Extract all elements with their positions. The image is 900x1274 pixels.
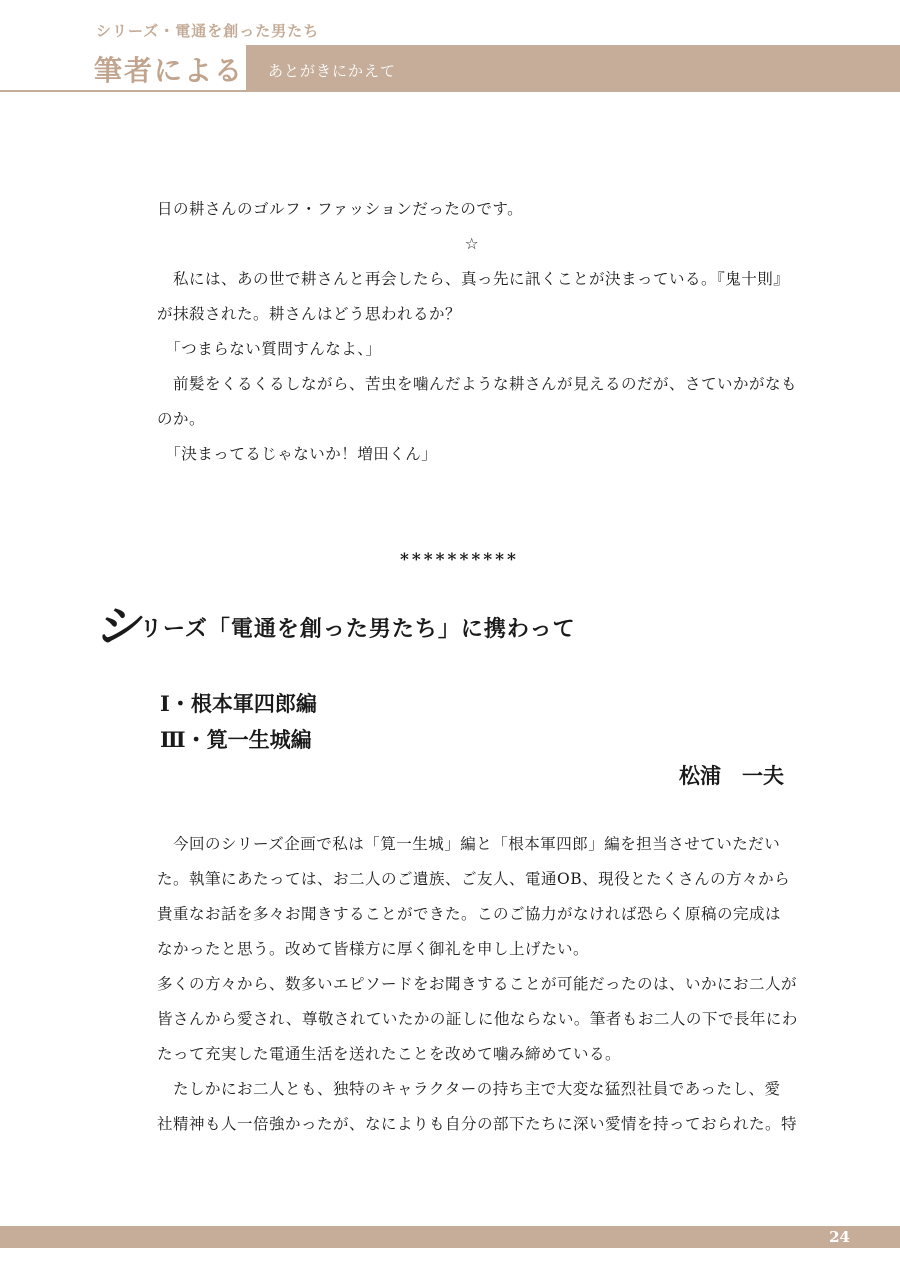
paragraph-line: 「つまらない質問すんなよ、」	[157, 340, 382, 358]
section-heading-initial: シ	[94, 599, 140, 653]
paragraph-line: が抹殺された。耕さんはどう思われるか？	[157, 305, 462, 323]
paragraph-line: 社精神も人一倍強かったが、なによりも自分の部下たちに深い愛情を持っておられた。特	[157, 1115, 798, 1133]
author-name: 松浦 一夫	[679, 763, 784, 788]
star-divider: ☆	[464, 235, 480, 253]
sub-item-2: Ⅲ・筧一生城編	[160, 727, 312, 752]
paragraph-line: た。執筆にあたっては、お二人のご遺族、ご友人、電通OB、現役とたくさんの方々から	[157, 870, 791, 888]
text-block-1	[157, 192, 798, 472]
paragraph-line: のか。	[157, 410, 206, 428]
page-title: 筆者による	[94, 54, 245, 87]
paragraph-line: 私には、あの世で耕さんと再会したら、真っ先に訊くことが決まっている。『鬼十則』	[157, 270, 790, 288]
asterisk-separator: **********	[400, 550, 519, 570]
section-heading-text: リーズ「電通を創った男たち」に携わって	[140, 616, 576, 642]
paragraph-line: 今回のシリーズ企画で私は「筧一生城」編と「根本軍四郎」編を担当させていただい	[157, 835, 781, 853]
paragraph-line: 前髪をくるくるしながら、苦虫を噛んだような耕さんが見えるのだが、さていかがなも	[157, 375, 798, 393]
paragraph-line: 日の耕さんのゴルフ・ファッションだったのです。	[157, 200, 524, 218]
paragraph-line: 多くの方々から、数多いエピソードをお聞きすることが可能だったのは、いかにお二人が	[157, 975, 798, 993]
section-heading	[94, 590, 576, 656]
page-number: 24	[829, 1228, 850, 1246]
paragraph-line: たって充実した電通生活を送れたことを改めて噛み締めている。	[157, 1045, 622, 1063]
sub-item-1: Ⅰ・根本軍四郎編	[160, 691, 317, 716]
paragraph-line: 皆さんから愛され、尊敬されていたかの証しに他ならない。筆者もお二人の下で長年にわ	[157, 1010, 798, 1028]
paragraph-line: 貴重なお話を多々お聞きすることができた。このご協力がなければ恐らく原稿の完成は	[157, 905, 782, 923]
paragraph-line: なかったと思う。改めて皆様方に厚く御礼を申し上げたい。	[157, 940, 590, 958]
paragraph-line: たしかにお二人とも、独特のキャラクターの持ち主で大変な猛烈社員であったし、愛	[157, 1080, 781, 1098]
page-subtitle: あとがきにかえて	[268, 62, 397, 80]
series-label: シリーズ・電通を創った男たち	[96, 22, 320, 40]
paragraph-line: 「決まってるじゃないか！増田くん」	[157, 445, 438, 463]
text-block-2	[157, 827, 798, 1142]
footer-band	[0, 1226, 900, 1248]
